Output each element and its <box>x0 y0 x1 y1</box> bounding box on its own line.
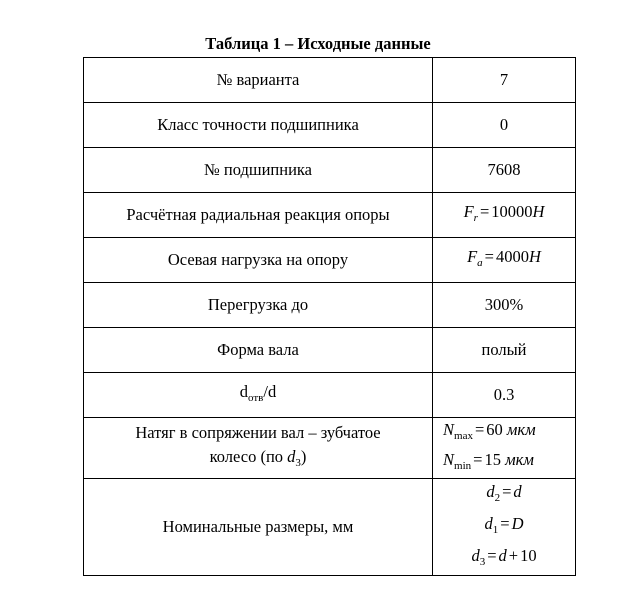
row-label-hole-ratio: $d_{отв}/d$ <box>84 373 433 418</box>
dimension-d1-formula: $d_1 = D$ <box>484 514 524 536</box>
row-label-bearing-number: № подшипника <box>84 148 433 193</box>
table-row <box>84 148 576 193</box>
radial-force-formula: $F_r = 10000H$ <box>463 202 545 224</box>
dimension-d3-formula: $d_3 = d + 10$ <box>471 546 537 568</box>
row-value-interference <box>433 418 576 479</box>
table-title: Таблица 1 – Исходные данные <box>205 34 431 53</box>
table-row <box>84 238 576 283</box>
axial-force-formula: $F_a = 4000H$ <box>467 247 541 269</box>
row-value-bearing-number: 7608 <box>433 148 576 193</box>
row-label-overload: Перегрузка до <box>84 283 433 328</box>
input-data-table <box>83 57 576 576</box>
row-label-radial-reaction: Расчётная радиальная реакция опоры <box>84 193 433 238</box>
row-value-hole-ratio: 0.3 <box>433 373 576 418</box>
table-row <box>84 283 576 328</box>
dimension-d2-formula: $d_2 = d$ <box>486 482 522 504</box>
table-row <box>84 58 576 103</box>
table-row <box>84 373 576 418</box>
row-value-variant: 7 <box>433 58 576 103</box>
table-row <box>84 328 576 373</box>
row-label-shaft-form: Форма вала <box>84 328 433 373</box>
row-value-overload: 300% <box>433 283 576 328</box>
row-label-nominal-sizes: Номинальные размеры, мм <box>84 479 433 576</box>
row-label-variant: № варианта <box>84 58 433 103</box>
interference-max-formula: $N_{max} = 60$ мкм <box>443 420 536 442</box>
row-label-accuracy-class: Класс точности подшипника <box>84 103 433 148</box>
table-row <box>84 418 576 479</box>
row-value-nominal-sizes <box>433 479 576 576</box>
table-row <box>84 103 576 148</box>
row-label-interference: Натяг в сопряжении вал – зубчатое колесо (по $d_3$) <box>84 418 433 479</box>
row-label-axial-load: Осевая нагрузка на опору <box>84 238 433 283</box>
table-row <box>84 479 576 576</box>
row-value-radial-reaction <box>433 193 576 238</box>
interference-min-formula: $N_{min} = 15$ мкм <box>443 450 534 472</box>
table-row <box>84 193 576 238</box>
row-value-axial-load <box>433 238 576 283</box>
row-value-accuracy-class: 0 <box>433 103 576 148</box>
row-value-shaft-form: полый <box>433 328 576 373</box>
